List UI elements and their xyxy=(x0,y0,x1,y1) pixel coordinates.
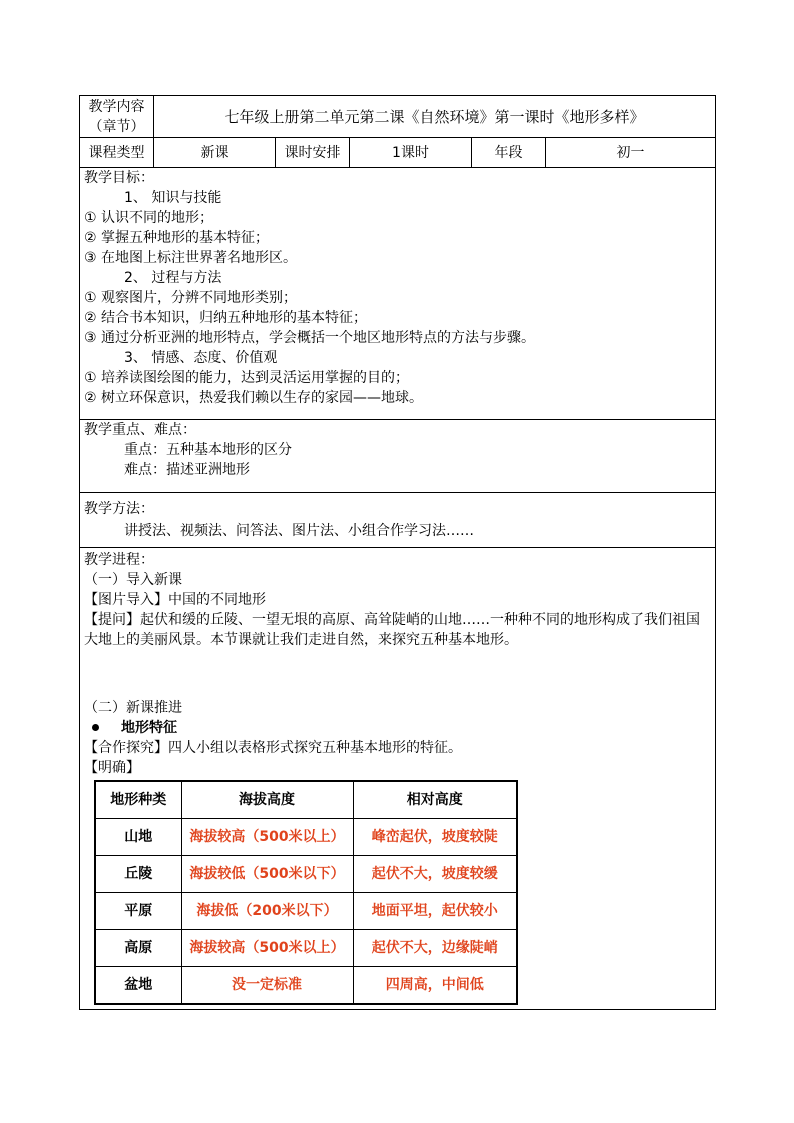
process-part-1: （一）导入新课 xyxy=(84,572,182,588)
header-cell: 地形种类 xyxy=(95,781,181,819)
schedule-label: 课时安排 xyxy=(276,138,350,168)
terrain-table-header xyxy=(95,781,517,819)
relief-cell: 起伏不大，坡度较缓 xyxy=(353,856,517,893)
terrain-name: 盆地 xyxy=(95,967,181,1005)
bullet-title-text: 地形特征 xyxy=(121,720,177,736)
objective-item: ② 结合书本知识，归纳五种地形的基本特征； xyxy=(84,310,367,326)
objectives-cell xyxy=(80,168,716,420)
course-type-label: 课程类型 xyxy=(80,138,154,168)
relief-cell: 地面平坦，起伏较小 xyxy=(353,893,517,930)
key-point-difficulty: 难点：描述亚洲地形 xyxy=(124,462,250,478)
table-row xyxy=(95,967,517,1005)
process-part-2: （二）新课推进 xyxy=(84,700,182,716)
terrain-name: 平原 xyxy=(95,893,181,930)
objective-item: ③ 在地图上标注世界著名地形区。 xyxy=(84,250,298,266)
content-label-2: （章节） xyxy=(88,118,145,135)
table-row xyxy=(95,819,517,856)
process-clarify: 【明确】 xyxy=(84,760,140,776)
table-row xyxy=(95,930,517,967)
objective-item: ① 观察图片，分辨不同地形类别； xyxy=(84,290,298,306)
lesson-plan-table xyxy=(79,95,716,1010)
lesson-plan xyxy=(79,95,715,1010)
schedule-value: 1课时 xyxy=(350,138,472,168)
grade-label: 年段 xyxy=(472,138,546,168)
terrain-table xyxy=(94,780,518,1005)
content-value: 七年级上册第二单元第二课《自然环境》第一课时《地形多样》 xyxy=(154,96,716,138)
key-points-cell xyxy=(80,420,716,493)
objectives-section-3: 3、 情感、态度、价值观 xyxy=(124,350,278,366)
process-question: 【提问】起伏和缓的丘陵、一望无垠的高原、高耸陡峭的山地……一种种不同的地形构成了我们祖国大地上的美丽风景。本节课就让我们走进自然，来探究五种基本地形。 xyxy=(84,612,700,648)
bullet-title xyxy=(84,718,711,738)
content-label-cell xyxy=(80,96,154,138)
objective-item: ② 树立环保意识，热爱我们赖以生存的家园——地球。 xyxy=(84,390,423,406)
terrain-name: 山地 xyxy=(95,819,181,856)
header-cell: 海拔高度 xyxy=(181,781,353,819)
altitude-cell: 海拔低（200米以下） xyxy=(181,893,353,930)
objective-item: ① 培养读图绘图的能力，达到灵活运用掌握的目的； xyxy=(84,370,409,386)
altitude-cell: 海拔较高（500米以上） xyxy=(181,819,353,856)
methods-text: 讲授法、视频法、问答法、图片法、小组合作学习法…… xyxy=(124,523,474,539)
methods-title: 教学方法： xyxy=(84,501,154,517)
table-row xyxy=(95,893,517,930)
terrain-name: 丘陵 xyxy=(95,856,181,893)
objective-item: ① 认识不同的地形； xyxy=(84,210,214,226)
bullet-icon xyxy=(92,724,99,731)
objectives-section-2: 2、 过程与方法 xyxy=(124,270,222,286)
key-point-focus: 重点：五种基本地形的区分 xyxy=(124,442,292,458)
altitude-cell: 没一定标准 xyxy=(181,967,353,1005)
key-points-title: 教学重点、难点： xyxy=(84,422,196,438)
objective-item: ③ 通过分析亚洲的地形特点，学会概括一个地区地形特点的方法与步骤。 xyxy=(84,330,535,346)
relief-cell: 四周高，中间低 xyxy=(353,967,517,1005)
process-coop: 【合作探究】四人小组以表格形式探究五种基本地形的特征。 xyxy=(84,740,462,756)
objective-item: ② 掌握五种地形的基本特征； xyxy=(84,230,270,246)
table-row xyxy=(95,856,517,893)
methods-cell xyxy=(80,493,716,548)
objectives-title: 教学目标： xyxy=(84,170,154,186)
header-cell: 相对高度 xyxy=(353,781,517,819)
relief-cell: 起伏不大，边缘陡峭 xyxy=(353,930,517,967)
relief-cell: 峰峦起伏，坡度较陡 xyxy=(353,819,517,856)
grade-value: 初一 xyxy=(546,138,716,168)
altitude-cell: 海拔较低（500米以下） xyxy=(181,856,353,893)
process-cell xyxy=(80,548,716,1010)
course-type-value: 新课 xyxy=(154,138,276,168)
content-label-1: 教学内容 xyxy=(88,98,145,115)
process-picture-intro: 【图片导入】中国的不同地形 xyxy=(84,592,266,608)
altitude-cell: 海拔较高（500米以上） xyxy=(181,930,353,967)
terrain-name: 高原 xyxy=(95,930,181,967)
process-title: 教学进程： xyxy=(84,552,154,568)
objectives-section-1: 1、 知识与技能 xyxy=(124,190,222,206)
